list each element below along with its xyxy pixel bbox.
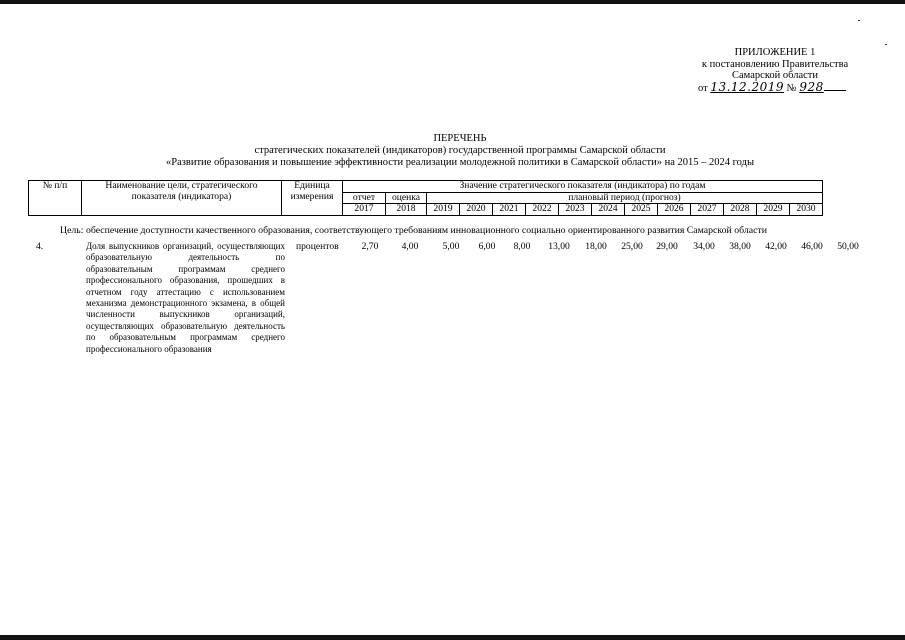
goal-row: Цель: обеспечение доступности качественного образования, соответствующего требованиям инновационного социально ориентированного развития Самарской области [60,225,767,236]
from-prefix: от [698,82,708,94]
value-cell: 25,00 [621,241,643,252]
header-estimate: оценка [386,192,427,204]
header-report: отчет [343,192,386,204]
row-unit: процентов [296,241,339,252]
value-cell: 38,00 [729,241,751,252]
document-subtitle-1: стратегических показателей (индикаторов) государственной программы Самарской области [254,144,666,156]
appendix-date-line [690,79,860,95]
header-plan: плановый период (прогноз) [427,192,823,204]
header-values: Значение стратегического показателя (индикатора) по годам [343,181,823,193]
value-cell: 4,00 [401,241,419,252]
scan-top-border [0,0,905,4]
value-cell: 6,00 [478,241,496,252]
value-cell: 18,00 [585,241,607,252]
year-cell: 2021 [493,204,526,216]
value-cell: 8,00 [513,241,531,252]
year-cell: 2020 [460,204,493,216]
value-cell: 46,00 [801,241,823,252]
year-cell: 2017 [343,204,386,216]
number-blank-line [824,90,846,91]
appendix-line-1: к постановлению Правительства [701,58,849,70]
document-title: ПЕРЕЧЕНЬ [433,133,487,144]
year-cell: 2024 [592,204,625,216]
scan-speck [885,44,887,45]
year-cell: 2028 [724,204,757,216]
header-name: Наименование цели, стратегического показателя (индикатора) [82,181,282,216]
appendix-block [690,47,860,94]
year-cell: 2027 [691,204,724,216]
document-title-block [60,133,860,168]
year-cell: 2026 [658,204,691,216]
row-number: 4. [36,241,44,252]
appendix-line-2: Самарской области [732,70,818,81]
indicator-table-header [28,180,823,216]
value-cell: 29,00 [656,241,678,252]
row-indicator-name: Доля выпускников организаций, осуществляющих образовательную деятельность по образовательным программам среднего профессионального образования, прошедших в отчетном году аттестацию с использованием механизма демонстрационного экзамена, в общей численности выпускников организаций, осуществляющих образовательную деятельность по образовательным программам среднего профессионального образования [86,241,285,354]
handwritten-date: 13.12.2019 [710,79,785,94]
value-cell: 13,00 [548,241,570,252]
scan-bottom-border [0,635,905,640]
number-prefix: № [786,82,797,94]
value-cell: 34,00 [693,241,715,252]
year-cell: 2029 [757,204,790,216]
year-cell: 2023 [559,204,592,216]
year-cell: 2025 [625,204,658,216]
value-cell: 42,00 [765,241,787,252]
year-cell: 2022 [526,204,559,216]
header-num: № п/п [29,181,82,216]
handwritten-number: 928 [799,79,824,94]
scan-speck [858,20,860,21]
year-cell: 2030 [790,204,823,216]
value-cell: 5,00 [442,241,460,252]
value-cell: 50,00 [837,241,859,252]
value-cell: 2,70 [361,241,379,252]
year-cell: 2018 [386,204,427,216]
document-subtitle-2: «Развитие образования и повышение эффективности реализации молодежной политики в Самарской области» на 2015 – 2024 годы [165,156,755,168]
year-cell: 2019 [427,204,460,216]
appendix-heading: ПРИЛОЖЕНИЕ 1 [734,47,816,58]
header-unit: Единица измерения [282,181,343,216]
